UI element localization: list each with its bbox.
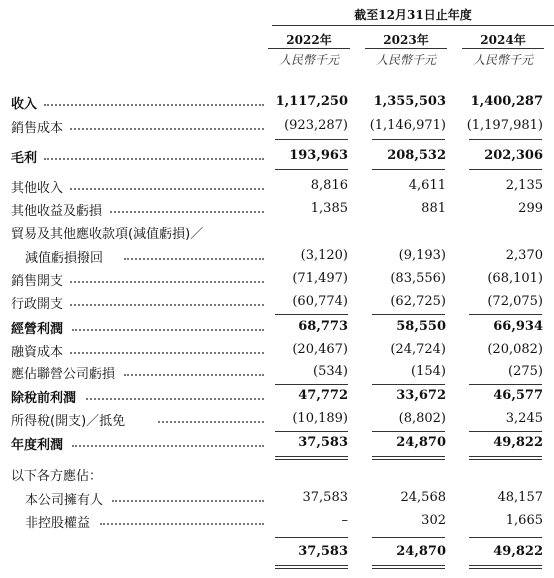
rule-total-double-2022: [275, 565, 348, 569]
leader-dots: [44, 158, 264, 160]
value-2023: 33,672: [396, 388, 446, 403]
value-2023: (62,725): [390, 294, 446, 309]
row-label: 貿易及其他應收款項(減值虧損)／: [11, 227, 204, 242]
row-label: 經營利潤: [11, 322, 64, 337]
row-non-controlling: [0, 511, 554, 534]
rule-before-total-2022: [275, 537, 348, 538]
row-label: 收入: [11, 97, 38, 112]
value-2024: 202,306: [484, 148, 543, 163]
value-2023: 302: [421, 513, 446, 528]
rule-after-tax-2023: [372, 431, 445, 432]
value-2023: (154): [411, 364, 446, 379]
leader-dots: [70, 352, 264, 354]
row-label: 應佔聯營公司虧損: [11, 367, 116, 382]
row-profit-for-year: [0, 433, 554, 456]
leader-dots: [112, 500, 264, 502]
row-label: 減值虧損撥回: [25, 251, 104, 266]
value-2022: 1,385: [310, 201, 348, 216]
row-label: 其他收入: [11, 181, 64, 196]
rule-after-cost-2023: [372, 139, 445, 140]
rule-profit-double-2023: [372, 456, 445, 460]
year-header-2022: 2022年: [286, 33, 332, 47]
value-2022: (923,287): [284, 118, 348, 133]
rule-after-gp-2024: [469, 169, 542, 170]
row-label: 以下各方應佔：: [11, 469, 103, 484]
value-2023: 208,532: [387, 148, 446, 163]
row-label: 年度利潤: [11, 438, 64, 453]
unit-label-2023: 人民幣千元: [375, 53, 436, 67]
value-2024: (20,082): [487, 342, 543, 357]
value-2022: 193,963: [289, 148, 348, 163]
row-label: 本公司擁有人: [25, 493, 104, 508]
row-revenue: [0, 92, 554, 115]
value-2023: 1,355,503: [373, 94, 446, 109]
rule-profit-double-2022: [275, 456, 348, 460]
value-2024: 66,934: [493, 319, 543, 334]
row-label: 所得稅(開支)／抵免: [11, 414, 126, 429]
row-label: 銷售開支: [11, 274, 64, 289]
value-2022: 68,773: [298, 319, 348, 334]
value-2022: 37,583: [298, 544, 348, 559]
value-2022: (60,774): [292, 294, 348, 309]
row-selling-expenses: [0, 269, 554, 292]
value-2023: 881: [421, 201, 446, 216]
row-label: 銷售成本: [11, 121, 64, 136]
value-2022: –: [341, 513, 348, 528]
value-2022: (20,467): [292, 342, 348, 357]
row-label: 融資成本: [11, 345, 64, 360]
value-2023: 58,550: [396, 319, 446, 334]
value-2023: (9,193): [398, 248, 446, 263]
leader-dots: [70, 304, 264, 306]
year-header-2023: 2023年: [383, 33, 429, 47]
value-2022: (10,189): [292, 411, 348, 426]
value-2023: (1,146,971): [369, 118, 446, 133]
rule-profit-double-2024: [469, 456, 542, 460]
row-label: 非控股權益: [25, 516, 91, 531]
row-share-of-associates: [0, 362, 554, 385]
row-label: 除稅前利潤: [11, 391, 77, 406]
leader-dots: [158, 421, 264, 423]
value-2022: 37,583: [298, 435, 348, 450]
leader-dots: [72, 445, 264, 447]
rule-after-tax-2022: [275, 431, 348, 432]
value-2024: (1,197,981): [466, 118, 543, 133]
row-gross-profit: [0, 146, 554, 169]
value-2024: 3,245: [505, 411, 543, 426]
rule-after-cost-2024: [469, 139, 542, 140]
rule-after-admin-2024: [469, 314, 542, 315]
value-2023: 24,870: [396, 544, 446, 559]
value-2022: 1,117,250: [275, 94, 348, 109]
header-rule: [272, 25, 554, 26]
leader-dots: [70, 188, 264, 190]
rule-after-admin-2022: [275, 314, 348, 315]
value-2024: (275): [508, 364, 543, 379]
rule-after-gp-2023: [372, 169, 445, 170]
value-2023: 4,611: [408, 178, 446, 193]
row-cost-of-sales: [0, 116, 554, 139]
row-income-tax: [0, 409, 554, 432]
rule-before-total-2023: [372, 537, 445, 538]
value-2022: (3,120): [300, 248, 348, 263]
row-admin-expenses: [0, 292, 554, 315]
value-2022: 47,772: [298, 388, 348, 403]
leader-dots: [70, 281, 264, 283]
rule-after-assoc-2022: [275, 384, 348, 385]
year-underline-2022: [268, 48, 350, 49]
rule-after-assoc-2024: [469, 384, 542, 385]
rule-before-total-2024: [469, 537, 542, 538]
row-attributable-heading: [0, 464, 554, 487]
period-header: 截至12月31日止年度: [354, 8, 472, 22]
rule-after-assoc-2023: [372, 384, 445, 385]
value-2023: 24,870: [396, 435, 446, 450]
value-2024: (72,075): [487, 294, 543, 309]
leader-dots: [100, 523, 264, 525]
year-header-2024: 2024年: [480, 33, 526, 47]
year-underline-2024: [462, 48, 544, 49]
value-2024: 49,822: [493, 544, 543, 559]
rule-total-double-2024: [469, 565, 542, 569]
value-2023: (8,802): [398, 411, 446, 426]
rule-after-tax-2024: [469, 431, 542, 432]
value-2024: 49,822: [493, 435, 543, 450]
leader-dots: [124, 374, 264, 376]
row-owners: [0, 488, 554, 511]
row-total-attributable: [0, 542, 554, 565]
value-2023: 24,568: [400, 490, 446, 505]
value-2022: 37,583: [302, 490, 348, 505]
leader-dots: [124, 258, 264, 260]
leader-dots: [70, 128, 264, 130]
leader-dots: [110, 211, 264, 213]
value-2024: 1,400,287: [470, 94, 543, 109]
row-other-gains-losses: [0, 199, 554, 222]
value-2023: (24,724): [390, 342, 446, 357]
value-2024: 2,370: [505, 248, 543, 263]
value-2023: (83,556): [390, 271, 446, 286]
rule-after-cost-2022: [275, 139, 348, 140]
leader-dots: [44, 104, 264, 106]
value-2022: 8,816: [310, 178, 348, 193]
value-2024: 48,157: [497, 490, 543, 505]
value-2024: 2,135: [505, 178, 543, 193]
value-2024: 1,665: [505, 513, 543, 528]
value-2024: 46,577: [493, 388, 543, 403]
unit-label-2024: 人民幣千元: [472, 53, 533, 67]
value-2022: (534): [313, 364, 348, 379]
row-label: 其他收益及虧損: [11, 204, 103, 219]
row-other-income: [0, 176, 554, 199]
rule-after-gp-2022: [275, 169, 348, 170]
year-underline-2023: [365, 48, 447, 49]
unit-label-2022: 人民幣千元: [278, 53, 339, 67]
row-profit-before-tax: [0, 386, 554, 409]
row-impairment-reversal: [0, 246, 554, 269]
rule-total-double-2023: [372, 565, 445, 569]
value-2024: 299: [518, 201, 543, 216]
leader-dots: [72, 329, 264, 331]
row-impairment-heading: [0, 222, 554, 245]
value-2022: (71,497): [292, 271, 348, 286]
row-label: 行政開支: [11, 297, 64, 312]
leader-dots: [86, 398, 264, 400]
row-finance-costs: [0, 340, 554, 363]
row-label: 毛利: [11, 151, 38, 166]
rule-after-admin-2023: [372, 314, 445, 315]
row-operating-profit: [0, 317, 554, 340]
value-2024: (68,101): [487, 271, 543, 286]
